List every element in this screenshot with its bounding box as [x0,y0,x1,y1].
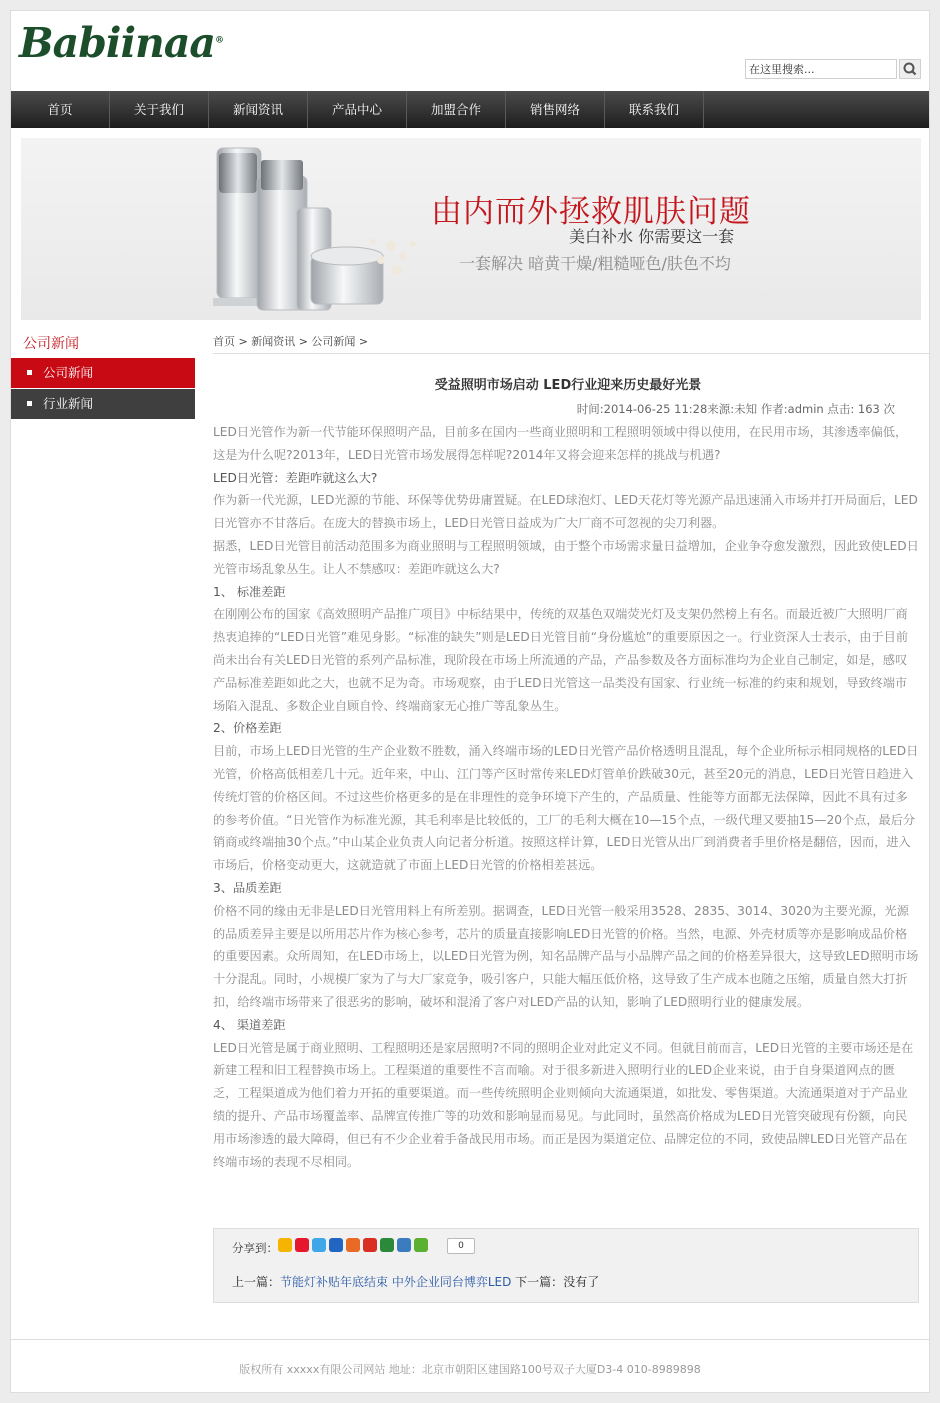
article-title: 受益照明市场启动 LED行业迎来历史最好光景 [434,378,702,393]
divider [213,353,929,354]
email-icon[interactable] [397,1238,411,1252]
search-icon [900,60,920,78]
renren-icon[interactable] [329,1238,343,1252]
prev-label: 上一篇： [232,1275,281,1289]
prev-article-link[interactable]: 节能灯补贴年底结束 中外企业同台博弈LED [280,1275,512,1289]
banner-subtitle: 美白补水 你需要这一套 [569,227,735,246]
share-box [213,1228,919,1303]
bullet-icon [27,401,32,406]
article-paragraph: 作为新一代光源，LED光源的节能、环保等优势毋庸置疑。在LED球泡灯、LED天花灯等光源产品迅速涌入市场并打开局面后，LED日光管亦不甘落后。在庞大的替换市场上，LED日光管日益成为广大厂商不可忽视的尖刀利器。 [213,493,918,531]
article-paragraph: LED日光管作为新一代节能环保照明产品，目前多在国内一些商业照明和工程照明领域中得以使用，在民用市场，其渗透率偏低，这是为什么呢?2013年，LED日光管市场发展得怎样呢?2014年又将会迎来怎样的挑战与机遇? [213,425,908,462]
nav-sales[interactable]: 销售网络 [506,91,605,128]
article-paragraph: LED日光管是属于商业照明、工程照明还是家居照明?不同的照明企业对此定义不同。但就目前而言，LED日光管的主要市场还是在新建工程和旧工程替换市场上。工程渠道的重要性不言而喻。对于很多新进入照明行业的LED企业来说，由于自身渠道网点的匮乏，工程渠道成为他们着力开拓的重要渠道。而一些传统照明企业则倾向大流通渠道，如批发、零售渠道。大流通渠道对于产品业绩的提升、产品市场覆盖率、品牌宣传推广等的功效和影响显而易见。与此同时，虽然高价格成为LED日光管突破现有份额，向民用市场渗透的最大障碍，但已有不少企业着手备战民用市场。而正是因为渠道定位、品牌定位的不同，致使品牌LED日光管产品在终端市场的表现不尽相同。 [213,1040,914,1169]
share-icons [278,1238,428,1252]
article-paragraph: 目前，市场上LED日光管的生产企业数不胜数，涌入终端市场的LED日光管产品价格透明且混乱，每个企业所标示相同规格的LED日光管，价格高低相差几十元。近年来，中山、江门等产区时常传来LED灯管单价跌破30元，甚至20元的消息，LED日光管日趋进入传统灯管的价格区间。不过这些价格更多的是在非理性的竞争环境下产生的，产品质量、性能等方面都无法保障，因此不具有过多的参考价值。“日光管作为标准光源，其毛利率是比较低的，工厂的毛利大概在10—15个点，一级代理又要抽15—20个点，最后分销商或终端抽30个点。”中山某企业负责人向记者分析道。按照这样计算，LED日光管从出厂到消费者手里价格是翻倍，因而，进入市场后，价格变动更大，这就造就了市面上LED日光管的价格相差甚远。 [213,744,919,873]
article-paragraph: 价格不同的缘由无非是LED日光管用料上有所差别。据调查，LED日光管一般采用3528、2835、3014、3020为主要光源，光源的品质差异主要是以所用芯片作为核心参考，芯片的质量直接影响LED日光管的价格。当然，电源、外壳材质等亦是影响成品价格的重要因素。众所周知，在LED市场上，以LED日光管为例，知名品牌产品与小品牌产品之间的价格差异很大，这导致LED照明市场十分混乱。同时，小规模厂家为了与大厂家竞争，吸引客户，只能大幅压低价格，这导致了生产成本也随之压缩，质量自然大打折扣，给终端市场带来了很恶劣的影响，破坏和混淆了客户对LED产品的认知，影响了LED照明行业的健康发展。 [213,903,919,1009]
logo-mark: ® [214,35,223,46]
sidebar-item-company-news[interactable] [11,358,195,388]
header [11,11,929,91]
next-article-link[interactable]: 没有了 [563,1275,600,1289]
article-paragraph: 据悉，LED日光管目前活动范围多为商业照明与工程照明领域，由于整个市场需求量日益增加，企业争夺愈发激烈，因此致使LED日光管市场乱象丛生。让人不禁感叹：差距咋就这么大? [213,538,919,576]
baidu-icon[interactable] [363,1238,377,1252]
article-subheading: LED日光管：差距咋就这么大? [213,470,378,485]
nav-about[interactable]: 关于我们 [110,91,209,128]
kaixin-icon[interactable] [346,1238,360,1252]
nav-news[interactable]: 新闻资讯 [209,91,308,128]
douban-icon[interactable] [380,1238,394,1252]
prev-next-nav [232,1273,599,1290]
article-subheading: 1、 标准差距 [213,584,286,599]
sidebar-item-label: 行业新闻 [43,396,94,411]
logo[interactable] [19,19,223,67]
article-body [213,421,919,1173]
article-paragraph: 在刚刚公布的国家《高效照明产品推广项目》中标结果中，传统的双基色双端荧光灯及支架仍然榜上有名。而最近被广大照明厂商热衷追捧的“LED日光管”难见身影。“标准的缺失”则是LED日光管目前“身份尴尬”的重要原因之一。行业资深人士表示，由于目前尚未出台有关LED日光管的系列产品标准，现阶段在市场上所流通的产品，产品参数及各方面标准均为企业自己制定，如是，感叹产品标准差距如此之大，也就不足为奇。市场观察，由于LED日光管这一品类没有国家、行业统一标准的约束和规划，导致终端市场陷入混乱、多数企业自顾自怜、终端商家无心推广等乱象丛生。 [213,607,909,713]
article-subheading: 2、价格差距 [213,721,282,736]
nav-products[interactable]: 产品中心 [308,91,407,128]
search-input[interactable] [745,59,897,79]
qzone-icon[interactable] [278,1238,292,1252]
weibo-icon[interactable] [295,1238,309,1252]
bullet-icon [27,370,32,375]
next-label: 下一篇： [515,1275,564,1289]
article-meta: 时间:2014-06-25 11:28来源:未知 作者:admin 点击: 163 次 [576,402,895,416]
nav-home[interactable]: 首页 [11,91,110,128]
article-subheading: 3、品质差距 [213,880,282,895]
article-subheading: 4、 渠道差距 [213,1017,286,1032]
share-label: 分享到： [232,1241,278,1255]
sidebar-item-industry-news[interactable] [11,389,195,419]
banner-title: 由内而外拯救肌肤问题 [431,194,751,230]
main-nav [11,91,929,128]
nav-join[interactable]: 加盟合作 [407,91,506,128]
logo-text: Babiinaa [19,19,215,67]
divider [11,1339,929,1340]
page-container [10,10,930,1393]
sidebar-item-label: 公司新闻 [43,365,94,380]
share-count: 0 [447,1238,475,1254]
more-icon[interactable] [414,1238,428,1252]
tencent-weibo-icon[interactable] [312,1238,326,1252]
banner[interactable] [21,138,921,320]
nav-contact[interactable]: 联系我们 [605,91,704,128]
banner-tagline: 一套解决 暗黄干燥/粗糙哑色/肤色不均 [459,254,731,273]
search-button[interactable] [899,59,921,79]
sidebar-title: 公司新闻 [23,336,79,352]
product-image [21,138,421,320]
breadcrumb[interactable]: 首页 > 新闻资讯 > 公司新闻 > [213,335,369,348]
footer: 版权所有 xxxxx有限公司网站 地址：北京市朝阳区建国路100号双子大厦D3-4 010-8989898 [239,1363,701,1376]
